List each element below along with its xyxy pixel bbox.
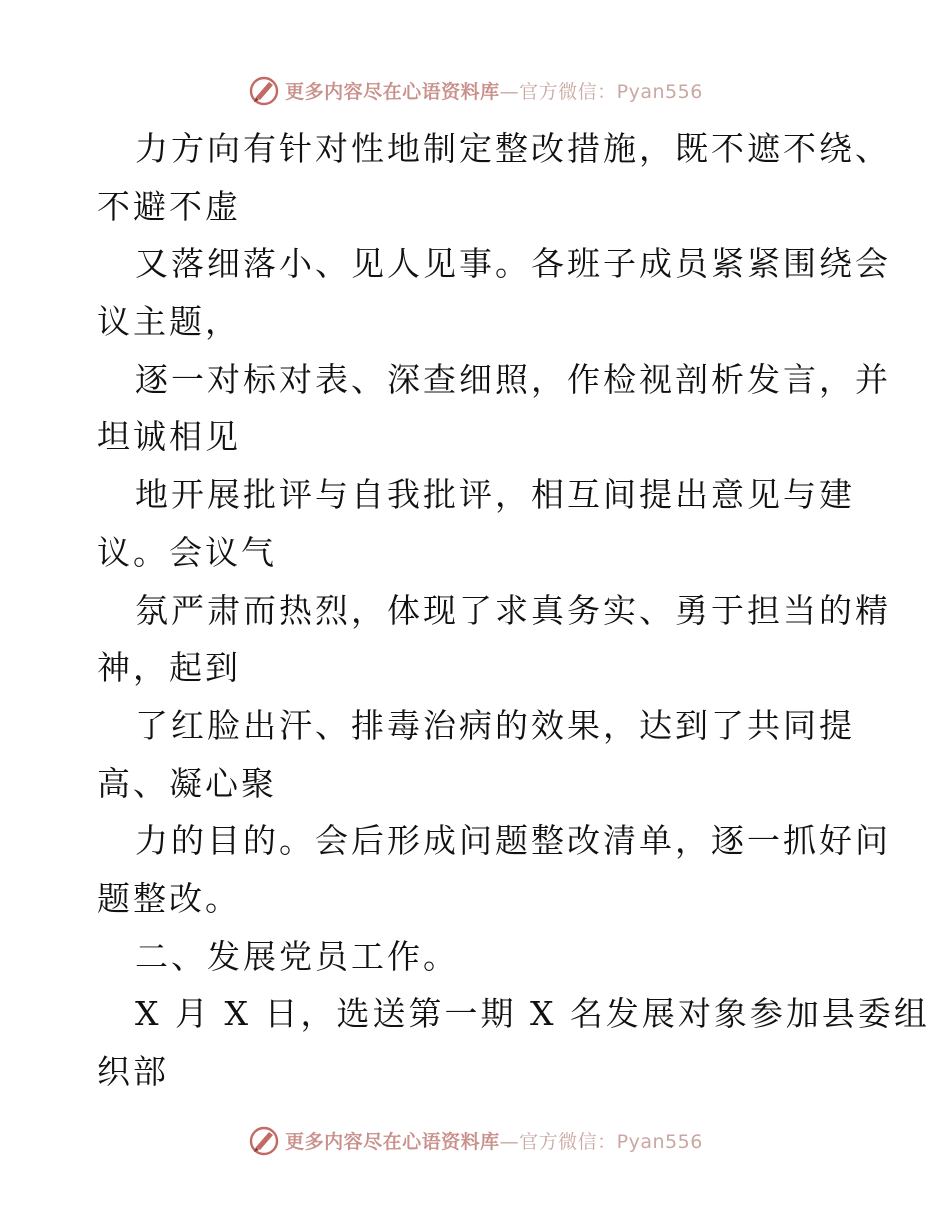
footer-dash: — [499, 1130, 520, 1153]
text-line: 不避不虚 [97, 186, 241, 226]
text-line: 又落细落小、见人见事。各班子成员紧紧围绕会 [135, 244, 891, 284]
text-line: 力方向有针对性地制定整改措施，既不遮不绕、 [135, 129, 891, 168]
body-text [97, 120, 930, 1101]
footer-banner [0, 1120, 950, 1160]
footer-wechat: 官方微信：Pyan556 [519, 1130, 703, 1153]
text-line: 了红脸出汗、排毒治病的效果，达到了共同提 [135, 705, 855, 745]
header-banner [0, 70, 950, 110]
header-banner-text [285, 77, 703, 104]
header-dash: — [499, 80, 520, 103]
text-line: 议主题， [97, 302, 241, 342]
section-heading: 二、发展党员工作。 [135, 936, 459, 976]
pen-logo-icon [247, 1123, 281, 1157]
footer-banner-text [285, 1127, 703, 1154]
text-line: 地开展批评与自我批评，相互间提出意见与建 [135, 475, 855, 515]
header-wechat: 官方微信：Pyan556 [519, 80, 703, 103]
text-line: 题整改。 [97, 878, 241, 918]
text-line: X 月 X 日，选送第一期 X 名发展对象参加县委组 [135, 994, 930, 1034]
text-line: 坦诚相见 [97, 417, 241, 457]
text-line: 力的目的。会后形成问题整改清单，逐一抓好问 [135, 821, 891, 861]
text-line: 高、凝心聚 [97, 763, 277, 803]
header-brand: 更多内容尽在心语资料库 [285, 80, 500, 103]
text-line: 氛严肃而热烈，体现了求真务实、勇于担当的精 [135, 590, 891, 630]
text-line: 织部 [97, 1052, 169, 1091]
text-line: 神，起到 [97, 648, 241, 688]
text-line: 议。会议气 [97, 532, 277, 572]
footer-brand: 更多内容尽在心语资料库 [285, 1130, 500, 1153]
pen-logo-icon [247, 73, 281, 107]
text-line: 逐一对标对表、深查细照，作检视剖析发言，并 [135, 359, 891, 399]
